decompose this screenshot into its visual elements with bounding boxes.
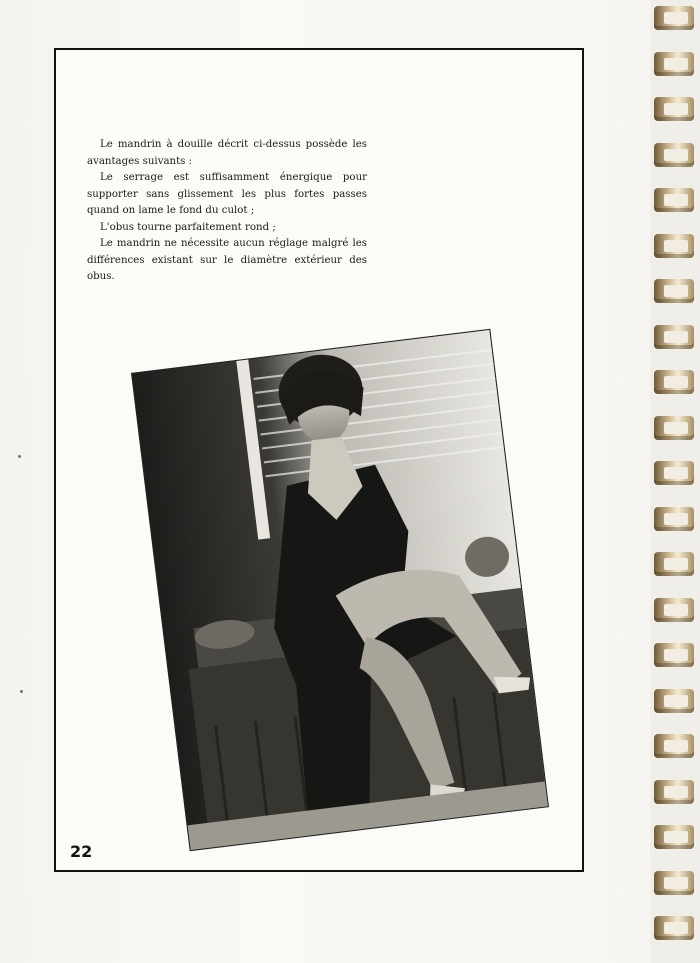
page-number: 22 <box>70 842 93 861</box>
spiral-coil <box>654 370 694 394</box>
margin-dot <box>18 455 21 458</box>
photograph <box>132 330 548 850</box>
spiral-coil <box>654 52 694 76</box>
spiral-coil <box>654 325 694 349</box>
spiral-coil <box>654 780 694 804</box>
paragraph-1: Le mandrin à douille décrit ci-dessus possède les avantages suivants : <box>87 139 367 167</box>
margin-dot <box>20 690 23 693</box>
spiral-coil <box>654 461 694 485</box>
paragraph-4: Le mandrin ne nécessite aucun réglage malgré les différences existant sur le diamètre extérieur des obus. <box>87 238 367 282</box>
spiral-coil <box>654 416 694 440</box>
spiral-coil <box>654 734 694 758</box>
paragraph-3: L'obus tourne parfaitement rond ; <box>100 221 276 233</box>
paragraph-2: Le serrage est suffisamment énergique pour supporter sans glissement les plus fortes passes quand on lame le fond du culot ; <box>87 172 367 216</box>
spiral-coil <box>654 234 694 258</box>
spiral-coil <box>654 825 694 849</box>
spiral-coil <box>654 188 694 212</box>
spiral-coil <box>654 916 694 940</box>
spiral-coil <box>654 279 694 303</box>
spiral-coil <box>654 6 694 30</box>
spiral-coil <box>654 97 694 121</box>
spiral-coil <box>654 507 694 531</box>
photo-image <box>132 330 548 850</box>
spiral-coil <box>654 598 694 622</box>
spiral-coil <box>654 552 694 576</box>
spiral-coil <box>654 643 694 667</box>
body-text <box>87 137 367 286</box>
spiral-coil <box>654 143 694 167</box>
spiral-coil <box>654 689 694 713</box>
spiral-binding <box>650 0 700 963</box>
spiral-coil <box>654 871 694 895</box>
